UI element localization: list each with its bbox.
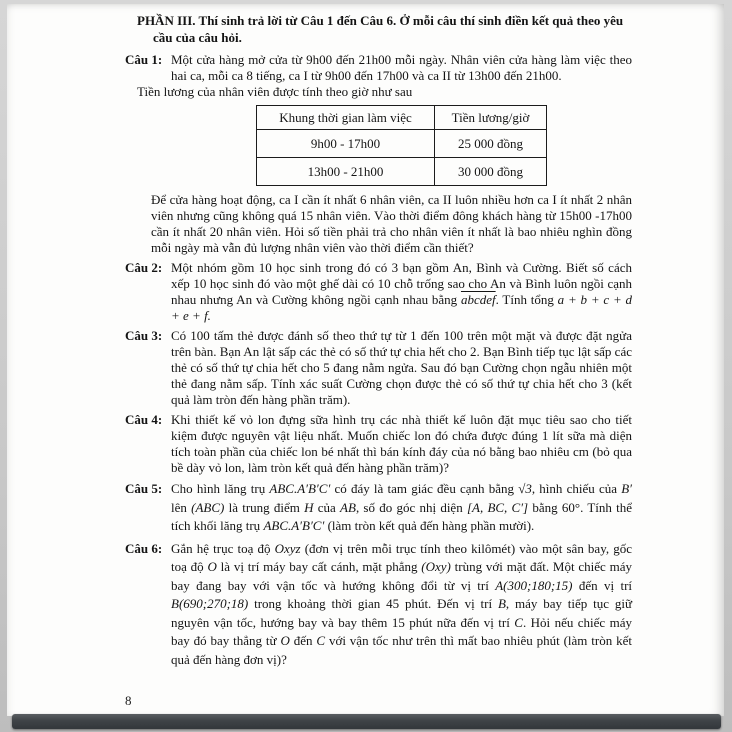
page-number: 8: [125, 693, 132, 708]
question-5-label: Câu 5:: [125, 481, 163, 496]
math-expression: B: [497, 596, 506, 611]
salary-table-header-time: Khung thời gian làm việc: [257, 106, 435, 130]
text-run: (làm tròn kết quả đến hàng phần mười).: [324, 518, 535, 533]
question-6: [125, 540, 632, 670]
text-run: đến: [289, 633, 317, 648]
question-3-label: Câu 3:: [125, 328, 163, 343]
salary-table-cell-shift1-time: 9h00 - 17h00: [257, 130, 435, 158]
math-expression: B′: [621, 481, 632, 496]
math-expression: A(300;180;15): [495, 577, 573, 593]
question-1-label: Câu 1:: [125, 52, 163, 67]
math-expression: √3: [518, 481, 532, 496]
math-expression: AB: [340, 499, 356, 515]
part-header: PHẦN III. Thí sinh trả lời từ Câu 1 đến Câu 6. Ở mỗi câu thí sinh điền kết quả theo yêu cầu của câu hỏi.: [137, 13, 624, 45]
math-expression: a + b + c + d + e + f.: [171, 292, 633, 323]
text-run: . Tính tổng: [495, 292, 558, 307]
text-run: đến vị trí: [572, 577, 633, 593]
question-2: [125, 260, 632, 324]
text-run: là trung điểm: [224, 499, 305, 515]
question-4-body: [171, 412, 632, 476]
salary-table: [256, 105, 547, 186]
exam-content: [7, 4, 724, 669]
salary-table-cell-shift2-wage: 30 000 đồng: [435, 158, 547, 186]
text-run: , máy bay tiếp tục giữ nguyên vận tốc, hướng bay và bay thêm 15 phút nữa đến vị trí: [171, 596, 632, 630]
question-1-conditions: Để cửa hàng hoạt động, ca I cần ít nhất 6 nhân viên, ca II luôn nhiều hơn ca I ít nhất 2 nhân viên nhưng cũng không quá 15 nhân viên. Vào thời điểm đông khách hàng từ 15h00 -17h00 cần ít nhất 20 nhân viên. Hỏi số tiền phải trả cho nhân viên ít nhất là bao nhiêu nghìn đồng mỗi ngày mà vẫn đủ lượng nhân viên vào thời điểm cần thiết?: [151, 192, 632, 255]
math-expression: ABC.A′B′C′: [269, 481, 331, 496]
text-run: trùng với mặt đất. Một chiếc máy bay đang bay với vận tốc và hướng không đổi từ vị trí: [171, 559, 632, 593]
text-run: trong khoảng thời gian 45 phút. Đến vị trí: [248, 596, 498, 611]
question-2-label: Câu 2:: [125, 260, 163, 275]
question-4-label: Câu 4:: [125, 412, 163, 427]
salary-table-row: [257, 130, 547, 158]
salary-table-header-row: [257, 106, 547, 130]
math-expression: C: [316, 633, 326, 648]
text-run: lên: [171, 499, 192, 515]
exam-page: [7, 4, 724, 716]
question-1-intro: Một cửa hàng mở cửa từ 9h00 đến 21h00 mỗi ngày. Nhân viên cửa hàng làm việc theo hai ca, mỗi ca 8 tiếng, ca I từ 9h00 đến 17h00 và ca II từ 13h00 đến 21h00.: [171, 52, 632, 83]
text-run: Một nhóm gồm 10 học sinh trong đó có 3 bạn gồm An, Bình và Cường. Biết số cách xếp 10 học sinh đó vào một ghế dài có 10 chỗ trống sao cho An và Bình luôn ngồi cạnh nhau nhưng An và Cường không ngồi cạnh nhau bằng: [171, 260, 632, 307]
question-2-body: [171, 260, 632, 324]
text-run: là vị trí máy bay cất cánh, mặt phẳng: [216, 559, 422, 574]
question-3-text: Có 100 tấm thẻ được đánh số theo thứ tự từ 1 đến 100 trên một mặt và được đặt ngửa trên bàn. Bạn An lật sấp các thẻ có số thứ tự chia hết cho 2. Bạn Bình tiếp tục lật sấp các thẻ có số thứ tự chia hết cho 5 đang nằm ngửa. Sau đó bạn Cường chọn ngẫu nhiên một thẻ đang nằm sấp. Tính xác suất Cường chọn được thẻ có số thứ tự chia hết cho 3 (kết quả làm tròn đến hàng phần trăm).: [171, 328, 632, 407]
question-1: [125, 52, 632, 256]
question-5-body: [171, 480, 632, 536]
math-expression: Oxyz: [274, 540, 301, 556]
math-expression: ABC.A′B′C′: [263, 518, 325, 533]
text-run: . Hỏi nếu chiếc máy bay đó bay thẳng từ: [171, 614, 632, 648]
question-5-text: [171, 480, 632, 536]
text-run: của: [313, 499, 341, 515]
salary-table-row: [257, 158, 547, 186]
math-expression: O: [280, 633, 290, 648]
text-run: , số đo góc nhị diện: [355, 499, 467, 515]
math-expression: (ABC): [191, 499, 225, 515]
salary-table-header-wage: Tiền lương/giờ: [435, 106, 547, 130]
text-run: có đáy là tam giác đều cạnh bằng: [330, 481, 519, 496]
scan-bottom-edge: [12, 714, 721, 729]
math-expression: (Oxy): [421, 559, 451, 574]
text-run: với vận tốc như trên thì mất bao nhiêu phút (làm tròn kết quả đến hàng đơn vị)?: [171, 633, 632, 667]
salary-table-cell-shift2-time: 13h00 - 21h00: [257, 158, 435, 186]
question-6-body: [171, 540, 632, 670]
text-run: bằng 60°. Tính thể tích khối lăng trụ: [171, 499, 633, 533]
question-4-text: Khi thiết kế vỏ lon đựng sữa hình trụ các nhà thiết kế luôn đặt mục tiêu sao cho tiết kiệm được nguyên vật liệu nhất. Muốn chiếc lon đó chứa được đúng 1 lít sữa mà diện tích toàn phần của chiếc lon bé nhất thì bán kính đáy của nó bằng bao nhiêu cm (bỏ qua bề dày vỏ lon, làm tròn kết quả đến hàng phần trăm)?: [171, 412, 632, 475]
math-expression: C: [514, 614, 523, 630]
salary-table-cell-shift1-wage: 25 000 đồng: [435, 130, 547, 158]
question-6-text: [171, 540, 632, 670]
math-expression: abcdef: [460, 292, 496, 307]
question-5: [125, 480, 632, 536]
math-expression: B(690;270;18): [171, 596, 249, 611]
text-run: (đơn vị trên mỗi trục tính theo kilômét) vào một sân bay, gốc toạ độ: [171, 540, 632, 574]
math-expression: H: [304, 499, 314, 515]
text-run: Cho hình lăng trụ: [171, 481, 270, 496]
math-expression: [A, BC, C′]: [466, 499, 529, 515]
question-2-text: [171, 260, 632, 324]
question-1-table-caption: Tiền lương của nhân viên được tính theo giờ như sau: [137, 84, 413, 99]
question-4: [125, 412, 632, 476]
math-expression: O: [207, 559, 217, 574]
question-3: [125, 328, 632, 408]
text-run: , hình chiếu của: [531, 481, 622, 496]
question-6-label: Câu 6:: [125, 540, 163, 556]
question-3-body: [171, 328, 632, 408]
text-run: Gắn hệ trục toạ độ: [171, 540, 275, 556]
